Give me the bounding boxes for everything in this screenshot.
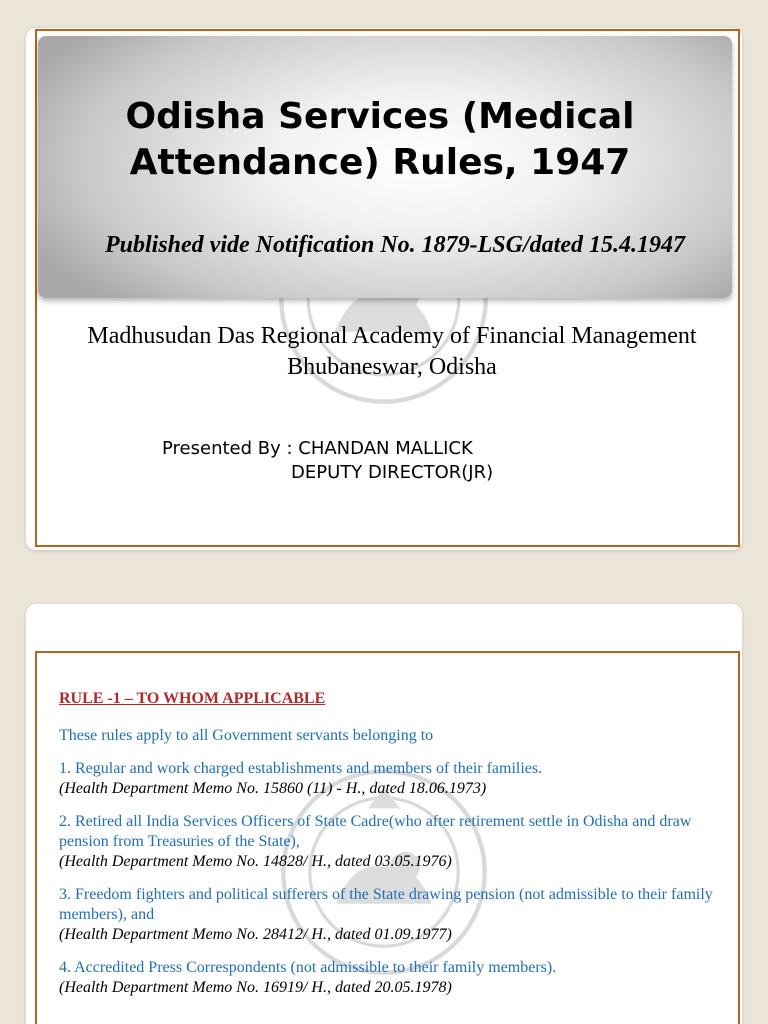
list-item-text: 4. Accredited Press Correspondents (not admissible to their family members). (59, 959, 557, 976)
list-item-memo: (Health Department Memo No. 15860 (11) - H., dated 18.06.1973) (59, 780, 487, 797)
list-item-text: 3. Freedom fighters and political sufferers of the State drawing pension (not admissible to their family members), and (59, 886, 713, 923)
presenter-designation: DEPUTY DIRECTOR(JR) (291, 462, 494, 483)
list-item (59, 885, 719, 945)
title-line-2: Attendance) Rules, 1947 (129, 142, 631, 183)
rule-content (59, 689, 719, 1011)
rule-heading: RULE -1 – TO WHOM APPLICABLE (59, 690, 326, 707)
list-item-memo: (Health Department Memo No. 16919/ H., dated 20.05.1978) (59, 979, 452, 996)
list-item-memo: (Health Department Memo No. 28412/ H., dated 01.09.1977) (59, 926, 452, 943)
list-item-text: 2. Retired all India Services Officers of State Cadre(who after retirement settle in Odisha and draw pension from Treasuries of the State), (59, 813, 692, 850)
academy-line-2: Bhubaneswar, Odisha (287, 354, 497, 380)
rule-intro: These rules apply to all Government servants belonging to (59, 727, 434, 744)
list-item (59, 759, 719, 799)
list-item (59, 812, 719, 872)
list-item-text: 1. Regular and work charged establishments and members of their families. (59, 760, 543, 777)
title-line-1: Odisha Services (Medical (125, 96, 635, 137)
notification-subtitle: Published vide Notification No. 1879-LSG/dated 15.4.1947 (105, 232, 685, 258)
academy-name (38, 321, 746, 383)
page-title (38, 94, 722, 186)
academy-line-1: Madhusudan Das Regional Academy of Financial Management (87, 323, 697, 349)
list-item-memo: (Health Department Memo No. 14828/ H., dated 03.05.1976) (59, 853, 452, 870)
list-item (59, 958, 719, 998)
presenter-name: Presented By : CHANDAN MALLICK (162, 438, 473, 459)
